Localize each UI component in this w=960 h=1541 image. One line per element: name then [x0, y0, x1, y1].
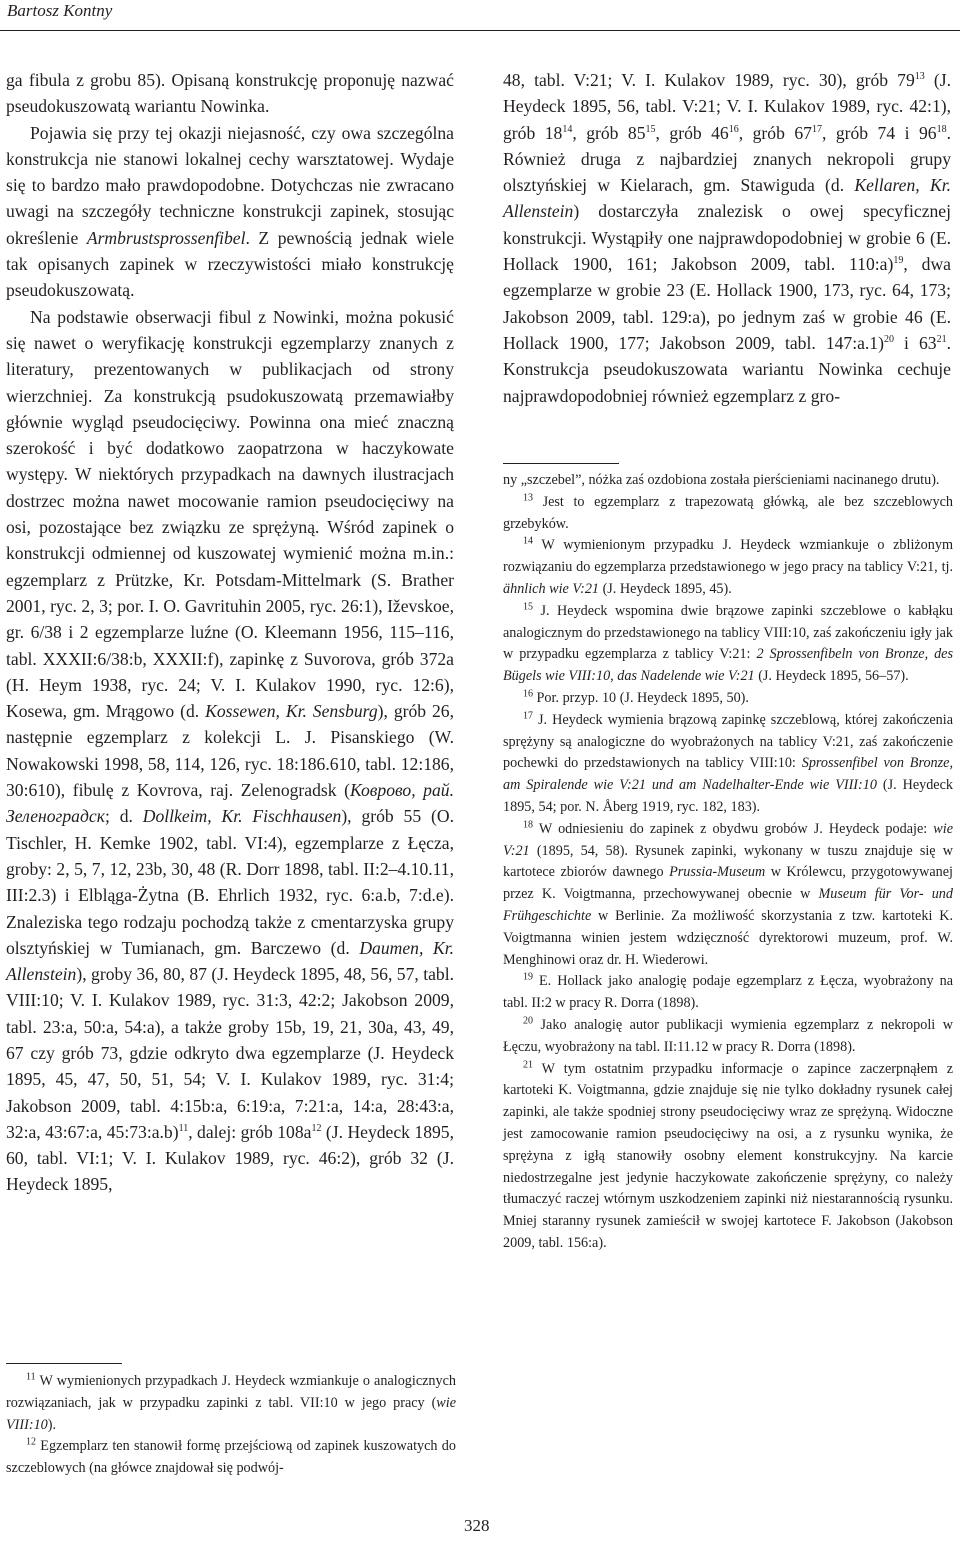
footnote	[503, 688, 953, 710]
footnote-ref: 11	[178, 1123, 189, 1135]
text-run: , dalej: grób 108a	[188, 1121, 312, 1142]
header-rule	[0, 30, 960, 31]
text-run: Na podstawie obserwacji fibul z Nowinki, można pokusić się nawet o weryfikację konstrukcji egzemplarzy znanych z literatury, prezentowanych w publikacjach od strony wierzchniej. Za konstrukcją psudokuszowatą przemawiałby głównie wygląd pseudocięciwy. Powinna ona mieć znaczną szerokość i być dodatkowo zaopatrzona w haczykowate występy. W niektórych przypadkach na dawnych ilustracjach dostrzec można nawet mocowanie ramion pseudocięciwy na osi, pozostające bez związku ze sprężyną. Wśród zapinek o konstrukcji odmiennej od kuszowatej wymienić można m.in.: egzemplarz z Prützke, Kr. Potsdam-Mittelmark (S. Brather 2001, ryc. 2, 3; por. I. O. Gavrituhin 2005, ryc. 26:1), Iževskoe, gr. 6/38 i 2 egzemplarze luźne (O. Kleemann 1956, 115–116, tabl. XXXII:6/38:b, XXXII:f), zapinkę z Suvorova, grób 372a (H. Heym 1938, ryc. 24; V. I. Kulakov 1990, ryc. 12:6), Kosewa, gm. Mrągowo (d.	[6, 306, 454, 722]
main-text-right-column	[503, 67, 951, 409]
text-run: , grób 46	[655, 122, 729, 143]
text-run: (J. Heydeck 1895, 56, tabl. V:21; V. I. Kulakov 1989, ryc. 42:1), grób 18	[503, 70, 951, 143]
footnote	[503, 535, 953, 600]
italic-text: ähnlich wie V:21	[503, 580, 600, 597]
italic-text: Sprossenfibel von Bronze, am Spiralende wie V:21 und am Nadelhalter-Ende wie VIII:10	[503, 755, 954, 794]
text-run: E. Hollack jako analogię podaje egzemplarz z Łęcza, wyobrażony na tabl. II:2 w pracy R. Dorra (1898).	[503, 973, 953, 1012]
footnote-ref: 15	[645, 123, 656, 135]
footnote-ref: 18	[523, 819, 533, 831]
footnote-rule-right	[503, 463, 619, 464]
text-run: Pojawia się przy tej okazji niejasność, czy owa szczególna konstrukcja nie stanowi lokalnej cechy warsztatowej. Wydaje się to bardzo mało prawdopodobne. Dotychczas nie zwracano uwagi na szczegóły techniczne konstrukcji zapinek, stosując określenie	[6, 122, 454, 248]
text-run: (J. Heydeck 1895, 45).	[599, 580, 732, 597]
footnote-ref: 12	[311, 1123, 322, 1135]
footnote	[503, 1015, 953, 1059]
footnote-ref: 21	[523, 1058, 533, 1070]
italic-text: Kellaren, Kr. Allenstein	[503, 175, 951, 222]
text-run: ; d.	[104, 806, 143, 827]
footnotes-left	[6, 1371, 456, 1480]
footnote-ref: 21	[936, 334, 947, 346]
italic-text: Armbrustsprossenfibel	[86, 227, 246, 248]
footnote-ref: 15	[523, 601, 533, 613]
text-run: W odniesieniu do zapinek z obydwu grobów J. Heydeck podaje:	[533, 820, 934, 837]
footnote-ref: 16	[728, 123, 739, 135]
text-run: 48, tabl. V:21; V. I. Kulakov 1989, ryc. 30), grób 79	[503, 70, 915, 90]
footnote-ref: 18	[936, 123, 947, 135]
footnote-ref: 20	[883, 334, 894, 346]
page-number: 328	[464, 1516, 490, 1535]
footnote-ref: 19	[893, 255, 904, 267]
footnote	[503, 971, 953, 1015]
footnote-ref: 13	[523, 492, 533, 504]
italic-text: Kossewen, Kr. Sensburg	[205, 701, 378, 722]
text-run: . Konstrukcja pseudokuszowata wariantu Nowinka cechuje najprawdopodobniej również egzemplarz z gro-	[503, 332, 951, 406]
footnote-ref: 17	[523, 710, 533, 722]
italic-text: Коврово, рай. Зеленоградск	[6, 780, 454, 827]
text-run: Jako analogię autor publikacji wymienia egzemplarz z nekropoli w Łęczu, wyobrażony na tabl. II:11.12 w pracy R. Dorra (1898).	[503, 1016, 953, 1055]
footnote	[503, 1059, 953, 1255]
text-run: J. Heydeck wymienia brązową zapinkę szczeblową, której zakończenia sprężyny są analogiczne do wyobrażonych na tablicy V:21, zaś zakończenie pochewki do przedstawionych na tablicy VIII:10:	[503, 711, 953, 772]
text-run: w Berlinie. Za możliwość skorzystania z tzw. kartoteki K. Voigtmanna winien jestem wdzięczność dyrektorowi muzeum, prof. W. Menghinowi oraz dr. H. Wiederowi.	[503, 907, 953, 968]
text-run: J. Heydeck wspomina dwie brązowe zapinki szczeblowe o kabłąku analogicznym do przedstawionego na tablicy VIII:10, zaś zakończeniu igły jak w przypadku egzemplarza z tablicy V:21:	[503, 602, 953, 663]
text-run: ) dostarczyła znalezisk o owej specyficznej konstrukcji. Wystąpiły one najprawdopodobniej w grobie 6 (E. Hollack 1900, 161; Jakobson 2009, tabl. 110:a)	[503, 201, 951, 275]
text-run: (J. Heydeck 1895, 56–57).	[754, 668, 909, 685]
text-run: i 63	[893, 332, 937, 353]
text-run: , dwa egzemplarze w grobie 23 (E. Hollack 1900, 173, ryc. 64, 173; Jakobson 2009, tabl. 129:a), po jednym zaś w grobie 46 (E. Hollack 1900, 177; Jakobson 2009, tabl. 147:a.1)	[503, 254, 951, 353]
italic-text: wie VIII:10	[6, 1394, 456, 1433]
text-run: W wymienionym przypadku J. Heydeck wzmiankuje o zbliżonym rozwiązaniu do egzemplarza przedstawionego w jego pracy na tablicy V:21, tj.	[503, 537, 953, 576]
text-run: w Królewcu, przygotowywanej przez K. Voigtmanna, przechowywanej obecnie w	[503, 864, 953, 903]
text-run: ), groby 36, 80, 87 (J. Heydeck 1895, 48, 56, 57, tabl. VIII:10; V. I. Kulakov 1989, ryc. 31:3, 42:2; Jakobson 2009, tabl. 23:a, 50:a, 54:a), a także groby 15b, 19, 21, 30a, 43, 49, 67 czy grób 73, gdzie odkryto dwa egzemplarze (J. Heydeck 1895, 45, 47, 50, 51, 54; V. I. Kulakov 1989, ryc. 31:4; Jakobson 2009, tabl. 4:15b:a, 6:19:a, 7:21:a, 14:a, 28:43:a, 32:a, 43:67:a, 45:73:a.b)	[6, 964, 454, 1142]
italic-text: Museum für Vor- und Frühgeschichte	[503, 886, 953, 924]
text-run: (1895, 54, 58). Rysunek zapinki, wykonany w tuszu znajduje się w kartotece zbiorów dawnego	[503, 842, 953, 881]
text-run: Egzemplarz ten stanowił formę przejściową od zapinek kuszowatych do szczeblowych (na główce znajdował się podwój-	[6, 1438, 456, 1477]
text-run: ).	[47, 1416, 57, 1433]
italic-text: wie V:21	[503, 820, 953, 859]
footnote-ref: 13	[914, 71, 925, 83]
text-run: , grób 67	[738, 122, 812, 143]
footnote-ref: 11	[26, 1371, 36, 1383]
text-run: ), grób 26, następnie egzemplarz z kolekcji L. J. Pisanskiego (W. Nowakowski 1998, 58, 114, 126, ryc. 18:186.610, tabl. 12:186, 30:610), fibulę z Kovrova, raj. Zelenogradsk (	[6, 701, 454, 801]
text-run: . Również druga z najbardziej znanych nekropoli grupy olsztyńskiej w Kielarach, gm. Stawiguda (d.	[503, 122, 951, 196]
footnote-ref: 14	[562, 123, 573, 135]
footnote-ref: 19	[523, 971, 533, 983]
footnote-ref: 14	[523, 535, 533, 547]
footnote	[503, 601, 953, 688]
footnote-ref: 12	[26, 1436, 36, 1448]
main-text-left-column	[6, 67, 454, 1198]
italic-text: 2 Sprossenfibeln von Bronze, des Bügels wie VIII:10, das Nadelende wie V:21	[503, 646, 953, 685]
footnotes-right	[503, 470, 953, 1255]
text-run: ny „szczebel”, nóżka zaś ozdobiona została pierścieniami nacinanego drutu).	[503, 472, 940, 488]
text-run: W tym ostatnim przypadku informacje o zapince zaczerpnąłem z kartoteki K. Voigtmanna, gdzie znajduje się nie tylko dokładny rysunek całej zapinki, ale także spodniej strony pseudocięciwy wraz ze sprężyną. Widoczne jest zamocowanie ramion pseudocięciwy na osi, a z rysunku wynika, że sprężyna z igłą stanowiły osobny element konstrukcyjny. Na karcie niedostrzegalne jest jedynie haczykowate zakończenie sprężyny, co należy tłumaczyć raczej wtórnym uszkodzeniem zapinki niż niestarannością rysunku. Mniej staranny rysunek zamieścił w swojej kartotece F. Jakobson (Jakobson 2009, tabl. 156:a).	[503, 1060, 953, 1251]
text-run: ), grób 55 (O. Tischler, H. Kemke 1902, tabl. VI:4), egzemplarze z Łęcza, groby: 2, 5, 7, 12, 23b, 30, 48 (R. Dorr 1898, tabl. II:2–4.10.11, III:2.3) i Elbląga-Żytna (B. Ehrlich 1932, ryc. 6:a.b, 7:d.e). Znaleziska tego rodzaju pochodzą także z cmentarzyska grupy olsztyńskiej w Tumianach, gm. Barczewo (d.	[6, 806, 454, 958]
text-run: Por. przyp. 10 (J. Heydeck 1895, 50).	[533, 689, 749, 706]
footnote-ref: 20	[523, 1015, 533, 1027]
text-run: ga fibula z grobu 85). Opisaną konstrukcję proponuję nazwać pseudokuszowatą wariantu Nowinka.	[6, 70, 454, 117]
footnote	[503, 492, 953, 536]
italic-text: Dollkeim, Kr. Fischhausen	[142, 806, 342, 827]
footnote	[503, 710, 953, 819]
text-run: . Z pewnością jednak wiele tak opisanych zapinek w rzeczywistości miało konstrukcję pseudokuszowatą.	[6, 227, 454, 301]
footnote	[6, 1436, 456, 1480]
footnote	[6, 1371, 456, 1436]
paragraph	[6, 120, 454, 304]
text-run: Jest to egzemplarz z trapezowatą główką, ale bez szczeblowych grzebyków.	[503, 493, 953, 532]
running-header-author: Bartosz Kontny	[7, 1, 113, 20]
text-run: , grób 85	[572, 122, 646, 143]
paragraph	[6, 304, 454, 1198]
footnote-ref: 17	[811, 123, 822, 135]
text-run: W wymienionych przypadkach J. Heydeck wzmiankuje o analogicznych rozwiązaniach, jak w przypadku zapinki z tabl. VII:10 w jego pracy (	[6, 1373, 456, 1411]
footnote-ref: 16	[523, 688, 533, 700]
text-run: (J. Heydeck 1895, 60, tabl. VI:1; V. I. Kulakov 1989, ryc. 46:2), grób 32 (J. Heydeck 1895,	[6, 1121, 455, 1195]
italic-text: Prussia-Museum	[669, 864, 766, 881]
text-run: , grób 74 i 96	[821, 122, 937, 143]
paragraph	[6, 67, 454, 120]
paragraph	[503, 67, 951, 409]
italic-text: Daumen, Kr. Allenstein	[6, 937, 455, 985]
text-run: (J. Heydeck 1895, 54; por. N. Åberg 1919, ryc. 182, 183).	[503, 777, 953, 815]
footnote	[503, 819, 953, 972]
footnote	[503, 470, 953, 492]
footnote-rule-left	[6, 1363, 122, 1364]
